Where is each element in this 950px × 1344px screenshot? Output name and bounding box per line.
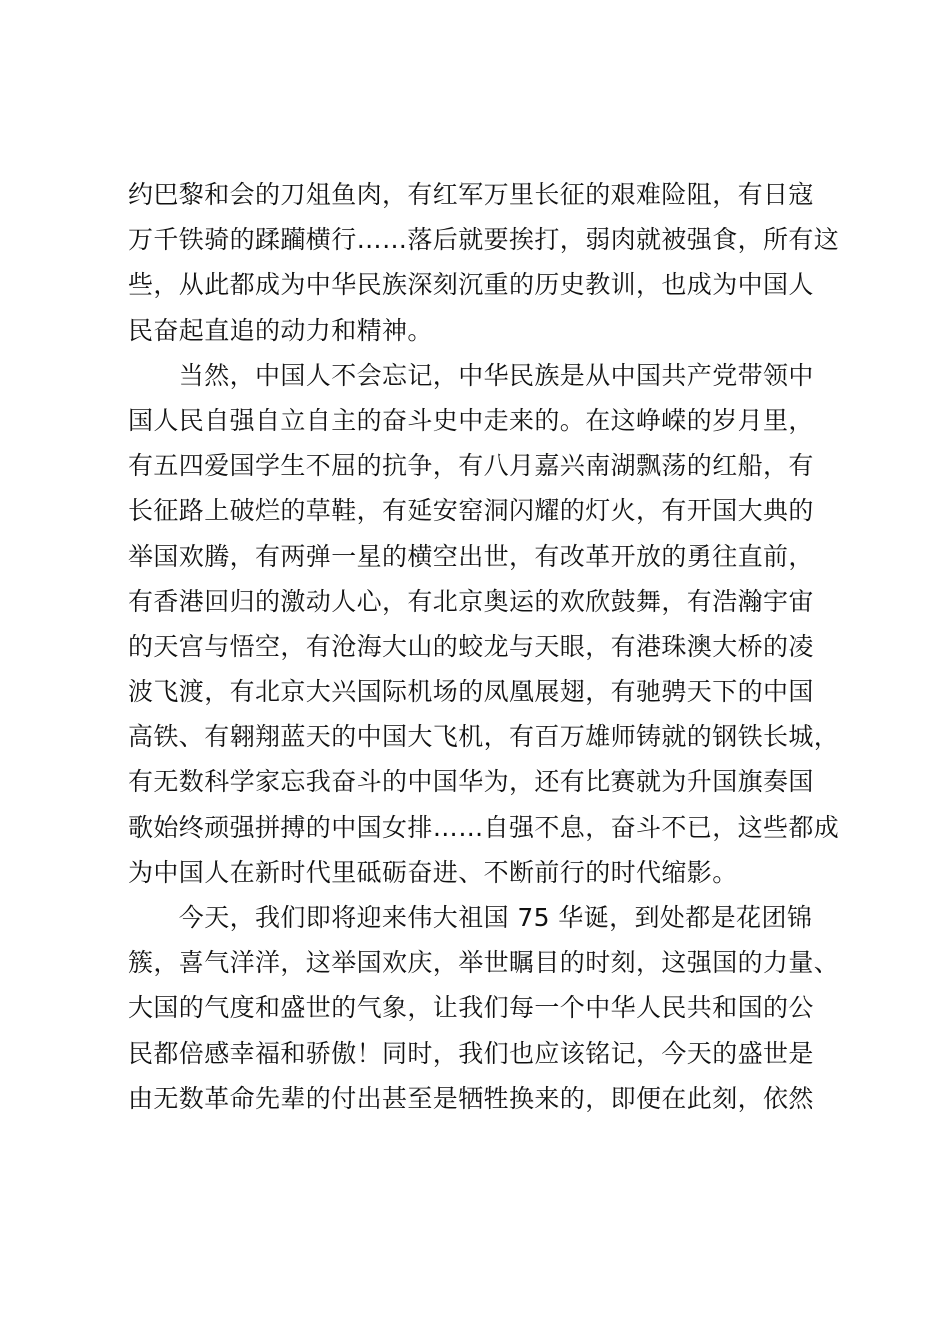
paragraph [128,172,838,353]
text-line: 民都倍感幸福和骄傲！同时，我们也应该铭记，今天的盛世是 [128,1038,814,1068]
text-line: 波飞渡，有北京大兴国际机场的凤凰展翅，有驰骋天下的中国 [128,677,814,707]
text-line: 为中国人在新时代里砥砺奋进、不断前行的时代缩影。 [128,857,738,887]
text-line: 今天，我们即将迎来伟大祖国 75 华诞，到处都是花团锦 [128,903,813,932]
text-line: 有五四爱国学生不屈的抗争，有八月嘉兴南湖飘荡的红船，有 [128,451,814,481]
text-line: 有无数科学家忘我奋斗的中国华为，还有比赛就为升国旗奏国 [128,767,814,797]
text-line: 的天宫与悟空，有沧海大山的蛟龙与天眼，有港珠澳大桥的凌 [128,631,814,661]
text-line: 有香港回归的激动人心，有北京奥运的欢欣鼓舞，有浩瀚宇宙 [128,586,814,616]
body-text [128,172,838,1121]
text-line: 约巴黎和会的刀俎鱼肉，有红军万里长征的艰难险阻，有日寇 [128,180,814,209]
text-line: 高铁、有翱翔蓝天的中国大飞机，有百万雄师铸就的钢铁长城， [128,722,840,752]
text-line: 长征路上破烂的草鞋，有延安窑洞闪耀的灯火，有开国大典的 [128,496,814,526]
text-line: 国人民自强自立自主的奋斗史中走来的。在这峥嵘的岁月里， [128,405,814,435]
text-line: 大国的气度和盛世的气象，让我们每一个中华人民共和国的公 [128,993,814,1023]
text-line: 由无数革命先辈的付出甚至是牺牲换来的，即便在此刻，依然 [128,1083,814,1113]
text-line: 些，从此都成为中华民族深刻沉重的历史教训，也成为中国人 [128,270,814,300]
text-line: 歌始终顽强拼搏的中国女排……自强不息，奋斗不已，这些都成 [128,812,840,842]
text-line: 举国欢腾，有两弹一星的横空出世，有改革开放的勇往直前， [128,541,814,571]
text-line: 民奋起直追的动力和精神。 [128,315,433,345]
paragraph [128,353,838,895]
text-line: 万千铁骑的蹂躏横行……落后就要挨打，弱肉就被强食，所有这 [128,225,840,255]
text-line: 当然，中国人不会忘记，中华民族是从中国共产党带领中 [128,360,814,390]
text-line: 簇，喜气洋洋，这举国欢庆，举世瞩目的时刻，这强国的力量、 [128,948,840,978]
paragraph [128,895,838,1121]
